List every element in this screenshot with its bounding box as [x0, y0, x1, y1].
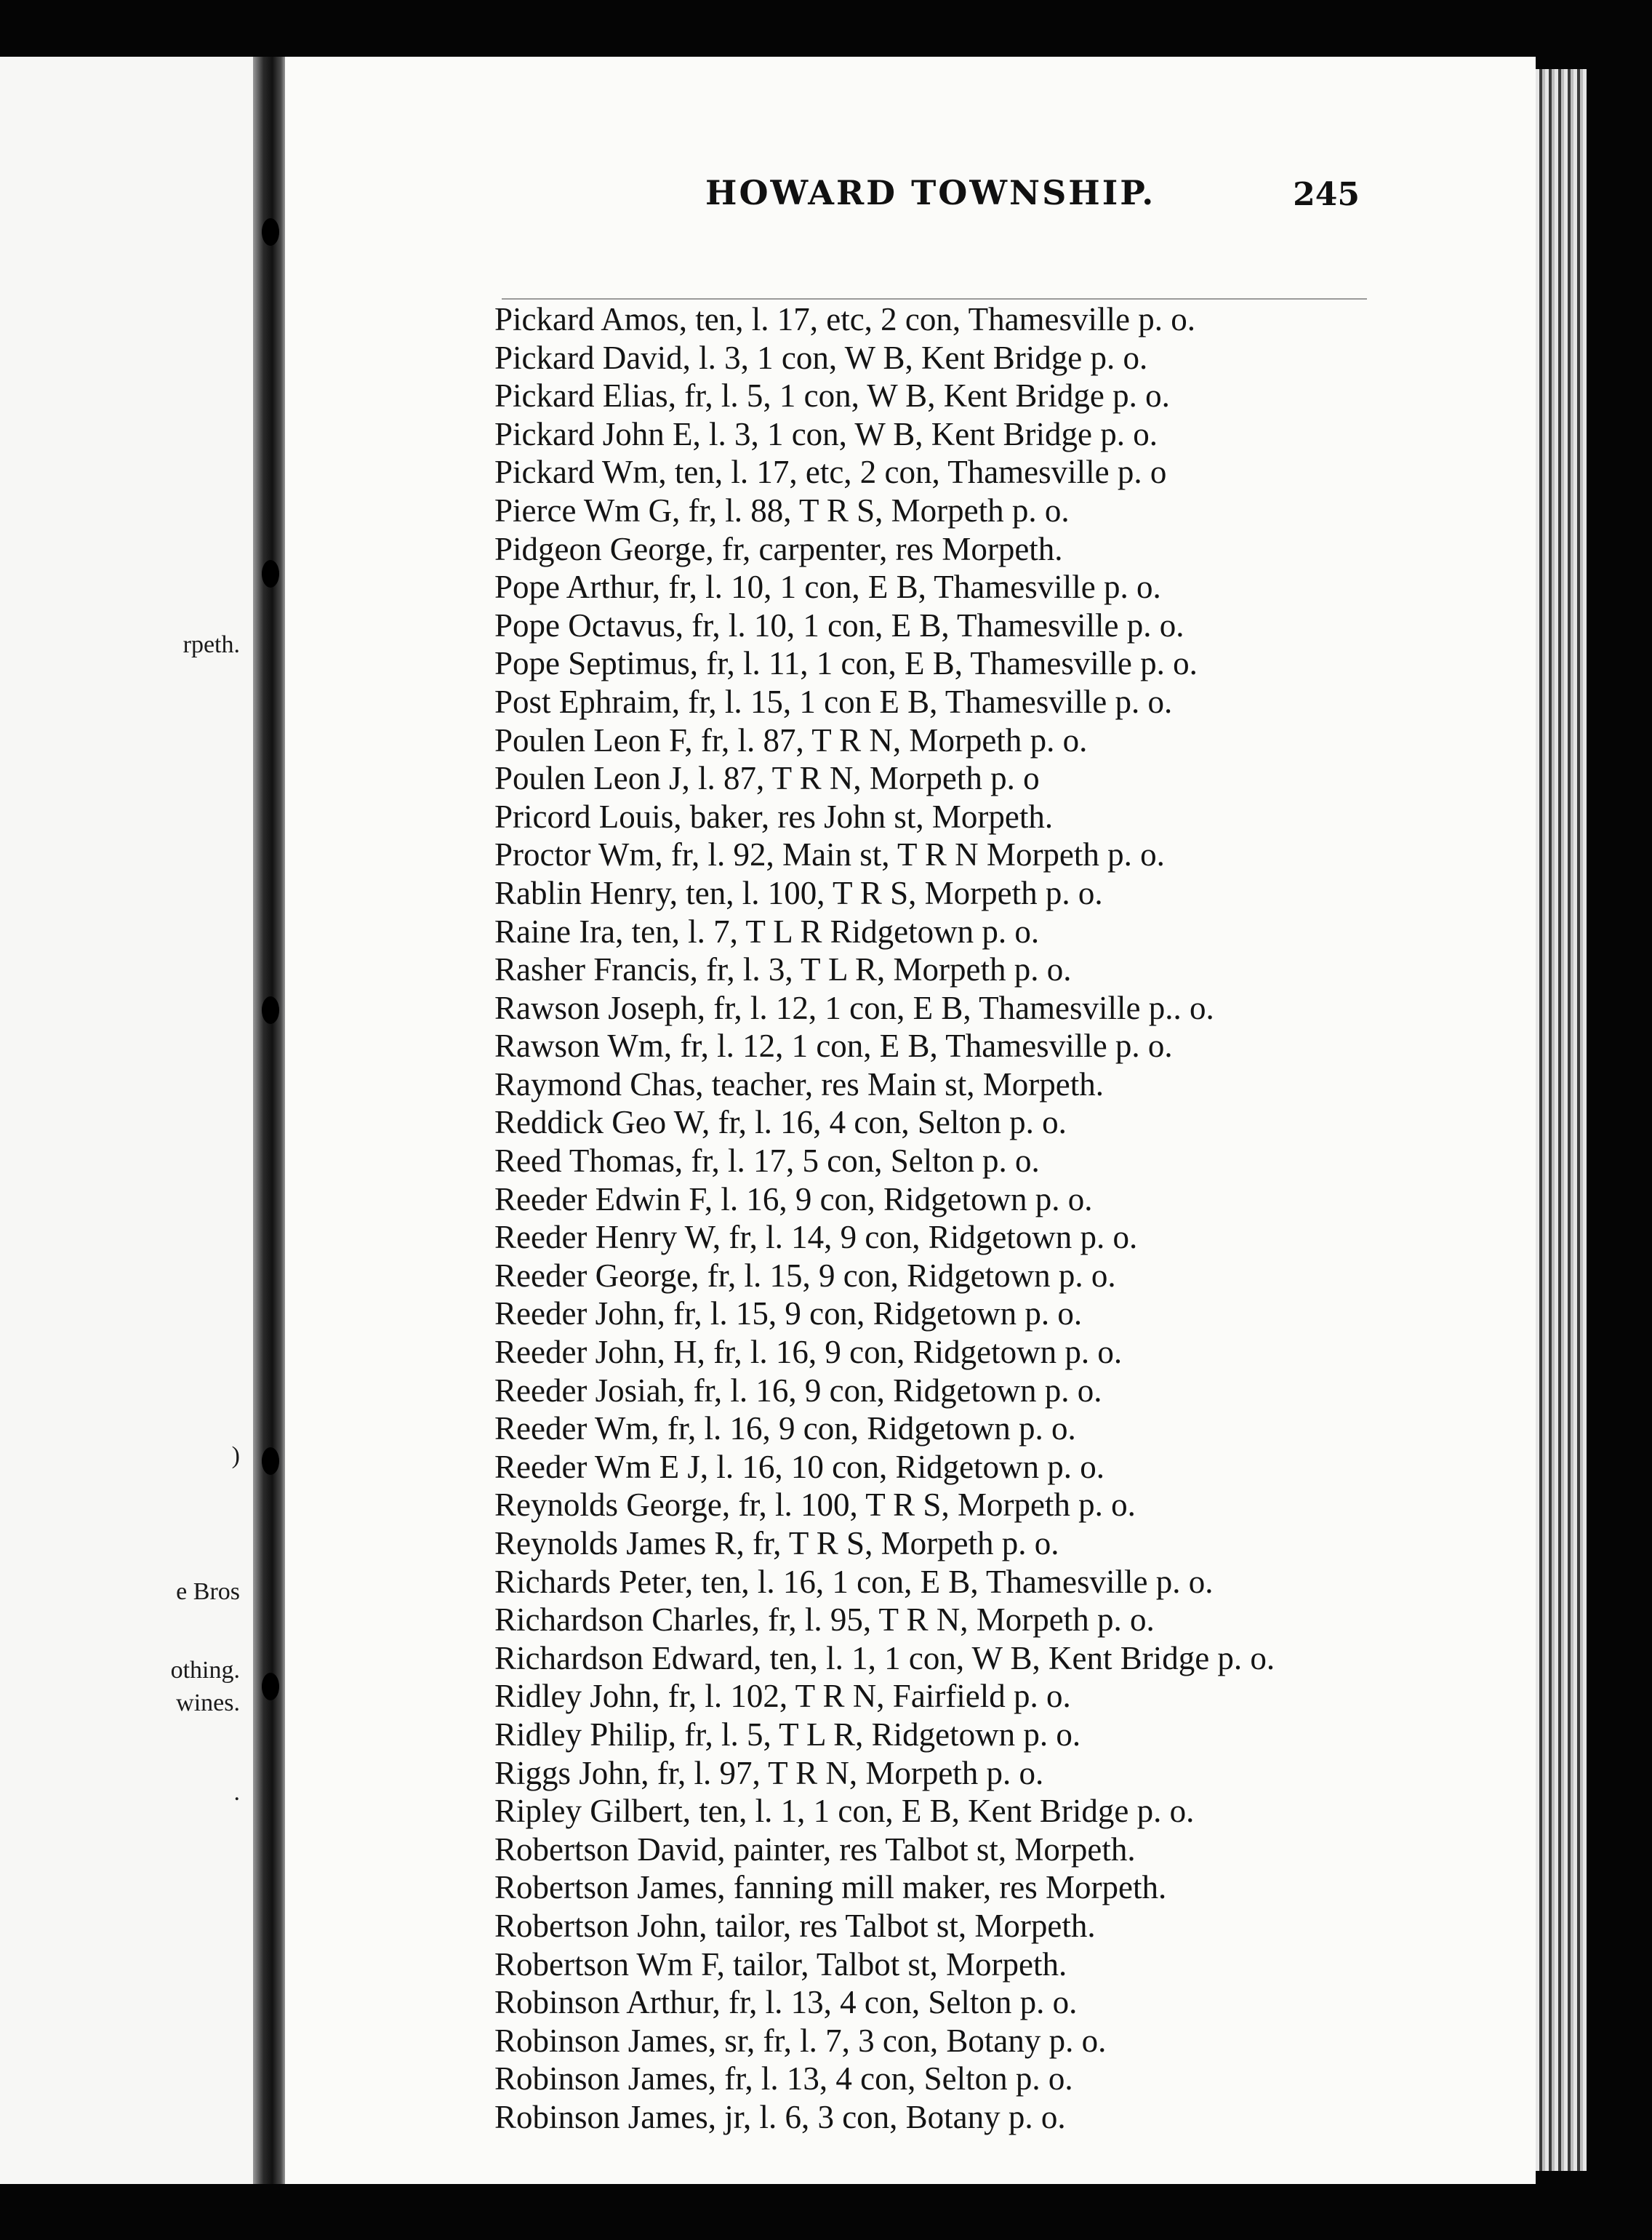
- binding-stitch: [262, 1447, 279, 1475]
- directory-entry: Ridley John, fr, l. 102, T R N, Fairfield p. o.: [494, 1678, 1071, 1715]
- margin-text-fragment: wines.: [176, 1689, 240, 1716]
- directory-entry: Robertson James, fanning mill maker, res Morpeth.: [494, 1869, 1167, 1906]
- directory-entry: Pickard David, l. 3, 1 con, W B, Kent Bridge p. o.: [494, 339, 1148, 376]
- directory-entry: Richards Peter, ten, l. 16, 1 con, E B, Thamesville p. o.: [494, 1563, 1214, 1600]
- directory-entries: [494, 300, 1389, 2137]
- directory-entry: Pierce Wm G, fr, l. 88, T R S, Morpeth p. o.: [494, 492, 1070, 529]
- margin-text-fragment: .: [233, 1779, 240, 1806]
- directory-entry: Pickard John E, l. 3, 1 con, W B, Kent Bridge p. o.: [494, 415, 1158, 452]
- book-gutter: [253, 57, 288, 2184]
- directory-entry: Richardson Edward, ten, l. 1, 1 con, W B, Kent Bridge p. o.: [494, 1639, 1275, 1676]
- directory-entry: Reddick Geo W, fr, l. 16, 4 con, Selton p. o.: [494, 1104, 1067, 1141]
- directory-entry: Robertson John, tailor, res Talbot st, Morpeth.: [494, 1907, 1096, 1944]
- margin-text-fragment: othing.: [170, 1657, 240, 1684]
- directory-entry: Reeder Wm, fr, l. 16, 9 con, Ridgetown p. o.: [494, 1410, 1076, 1447]
- directory-entry: Pidgeon George, fr, carpenter, res Morpeth.: [494, 530, 1063, 567]
- directory-entry: Robinson Arthur, fr, l. 13, 4 con, Selton p. o.: [494, 1984, 1078, 2021]
- directory-entry: Raymond Chas, teacher, res Main st, Morpeth.: [494, 1065, 1104, 1103]
- directory-entry: Pickard Elias, fr, l. 5, 1 con, W B, Kent Bridge p. o.: [494, 377, 1170, 415]
- binding-stitch: [262, 1673, 279, 1700]
- directory-entry: Pope Septimus, fr, l. 11, 1 con, E B, Thamesville p. o.: [494, 645, 1198, 682]
- directory-entry: Pope Octavus, fr, l. 10, 1 con, E B, Thamesville p. o.: [494, 607, 1184, 644]
- directory-entry: Reed Thomas, fr, l. 17, 5 con, Selton p. o.: [494, 1143, 1040, 1180]
- binding-stitch: [262, 560, 279, 588]
- directory-entry: Rasher Francis, fr, l. 3, T L R, Morpeth p. o.: [494, 951, 1072, 988]
- directory-entry: Reeder John, fr, l. 15, 9 con, Ridgetown p. o.: [494, 1295, 1083, 1332]
- directory-entry: Reynolds James R, fr, T R S, Morpeth p. o.: [494, 1525, 1059, 1561]
- directory-entry: Ripley Gilbert, ten, l. 1, 1 con, E B, Kent Bridge p. o.: [494, 1793, 1195, 1830]
- page-number: 245: [1293, 176, 1360, 213]
- page-edges: [1536, 69, 1587, 2171]
- directory-entry: Raine Ira, ten, l. 7, T L R Ridgetown p. o.: [494, 913, 1040, 950]
- directory-entry: Riggs John, fr, l. 97, T R N, Morpeth p. o.: [494, 1754, 1044, 1791]
- directory-entry: Richardson Charles, fr, l. 95, T R N, Morpeth p. o.: [494, 1601, 1155, 1639]
- directory-entry: Robertson David, painter, res Talbot st, Morpeth.: [494, 1831, 1136, 1868]
- directory-entry: Robinson James, sr, fr, l. 7, 3 con, Botany p. o.: [494, 2022, 1107, 2059]
- margin-text-fragment: ): [231, 1442, 240, 1469]
- directory-entry: Rawson Joseph, fr, l. 12, 1 con, E B, Thamesville p.. o.: [494, 989, 1214, 1026]
- header-rule: [502, 298, 1367, 300]
- directory-entry: Proctor Wm, fr, l. 92, Main st, T R N Morpeth p. o.: [494, 836, 1165, 873]
- directory-entry: Robinson James, fr, l. 13, 4 con, Selton p. o.: [494, 2060, 1073, 2097]
- directory-entry: Pickard Wm, ten, l. 17, etc, 2 con, Thamesville p. o: [494, 454, 1167, 491]
- directory-entry: Rawson Wm, fr, l. 12, 1 con, E B, Thamesville p. o.: [494, 1028, 1173, 1065]
- margin-text-fragment: e Bros: [176, 1578, 240, 1605]
- directory-entry: Poulen Leon J, l. 87, T R N, Morpeth p. o: [494, 760, 1040, 797]
- directory-entry: Reynolds George, fr, l. 100, T R S, Morpeth p. o.: [494, 1487, 1136, 1524]
- directory-entry: Pickard Amos, ten, l. 17, etc, 2 con, Thamesville p. o.: [494, 301, 1196, 337]
- directory-entry: Reeder John, H, fr, l. 16, 9 con, Ridgetown p. o.: [494, 1334, 1123, 1371]
- directory-entry: Robinson James, jr, l. 6, 3 con, Botany p. o.: [494, 2098, 1066, 2135]
- directory-entry: Reeder Wm E J, l. 16, 10 con, Ridgetown p. o.: [494, 1448, 1105, 1485]
- page-header: [422, 173, 1360, 224]
- directory-entry: Ridley Philip, fr, l. 5, T L R, Ridgetown p. o.: [494, 1716, 1081, 1753]
- directory-entry: Reeder George, fr, l. 15, 9 con, Ridgetown p. o.: [494, 1257, 1116, 1294]
- directory-entry: Rablin Henry, ten, l. 100, T R S, Morpeth p. o.: [494, 874, 1103, 911]
- directory-entry: Reeder Henry W, fr, l. 14, 9 con, Ridgetown p. o.: [494, 1219, 1138, 1256]
- directory-entry: Pope Arthur, fr, l. 10, 1 con, E B, Thamesville p. o.: [494, 569, 1161, 606]
- binding-stitch: [262, 996, 279, 1024]
- left-page-fragment: [0, 57, 262, 2184]
- directory-entry: Poulen Leon F, fr, l. 87, T R N, Morpeth p. o.: [494, 721, 1088, 759]
- margin-text-fragment: rpeth.: [183, 631, 240, 658]
- directory-entry: Reeder Josiah, fr, l. 16, 9 con, Ridgetown p. o.: [494, 1372, 1102, 1409]
- directory-entry: Post Ephraim, fr, l. 15, 1 con E B, Thamesville p. o.: [494, 683, 1173, 720]
- directory-entry: Reeder Edwin F, l. 16, 9 con, Ridgetown p. o.: [494, 1180, 1093, 1217]
- directory-entry: Pricord Louis, baker, res John st, Morpeth.: [494, 798, 1054, 835]
- binding-stitch: [262, 218, 279, 246]
- running-head: HOWARD TOWNSHIP.: [705, 173, 1156, 212]
- directory-entry: Robertson Wm F, tailor, Talbot st, Morpeth.: [494, 1945, 1067, 1983]
